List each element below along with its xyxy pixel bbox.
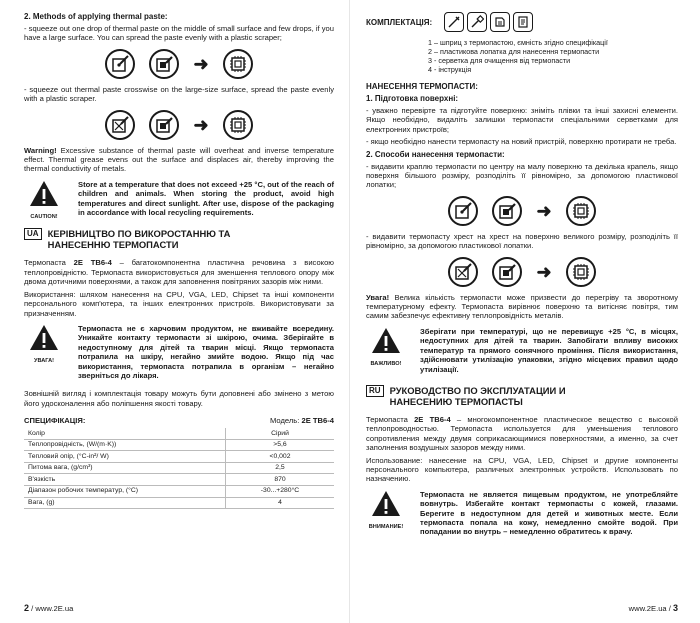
kit-header	[366, 12, 678, 32]
chip-done-icon	[566, 196, 596, 226]
spec-key: Діапазон робочих температур, (°C)	[24, 486, 226, 498]
ua-intro-brand: 2E TB6-4	[73, 258, 112, 268]
ua-intro-rest: – багатокомпонентна пластична речовина з високою теплопровідністю. Термопаста використовується для зменшення теплового опору між двома дотичними поверхнями, а також для заповнення повітряних зазорів між ними.	[24, 258, 334, 287]
warning-label: Warning!	[24, 145, 57, 155]
method-1-illustration-ua	[366, 196, 678, 226]
ua-badge: UA	[24, 228, 42, 240]
spec-row	[24, 474, 334, 486]
kit-item: 4 - інструкція	[428, 65, 472, 74]
spec-key: Вага, (g)	[24, 497, 226, 509]
ru-intro	[366, 415, 678, 453]
method-1-illustration	[24, 49, 334, 79]
syringe-cross-icon	[448, 257, 478, 287]
caution-sign	[24, 180, 64, 221]
spec-table	[24, 428, 334, 509]
ua-section-header	[24, 228, 334, 250]
spec-value: 870	[226, 474, 335, 486]
spec-key: Теплопровідність, (W/(m·K))	[24, 439, 226, 451]
ru-usage: Использование: нанесение на CPU, VGA, LED, Chipset и другие компоненты персонального компьютера, различных электронных устройств. Использовать по назначению.	[366, 455, 678, 484]
warning-triangle-icon	[371, 327, 401, 354]
prep-2: - якщо необхідно нанести термопасту на новий пристрій, поверхню протирати не треба.	[366, 137, 677, 147]
warning-text-ua: Велика кількість термопасти може призвести до перегріву та зворотному температурному ефекту. Термопаста вирівнює поверхню та витісняє повітря, тим самим забезпечує ефективну теплопровідність металів.	[366, 292, 678, 321]
scraper-spread-icon	[149, 110, 179, 140]
spec-row	[24, 428, 334, 439]
kit-label: КОМПЛЕКТАЦІЯ:	[366, 18, 433, 27]
ua-title-line-2: НАНЕСЕННЮ ТЕРМОПАСТИ	[47, 239, 179, 251]
spec-title: СПЕЦИФІКАЦІЯ:	[24, 416, 86, 426]
right-footer	[629, 603, 678, 613]
syringe-cross-icon	[105, 110, 135, 140]
kit-icons	[444, 12, 533, 32]
ru-caution-label: ВНИМАНИЕ!	[368, 523, 404, 530]
ua-note: Зовнішній вигляд і комплектація товару можуть бути доповнені або змінено з метою його удосконалення або поліпшення якості товару.	[24, 389, 334, 408]
spec-header	[24, 416, 334, 425]
left-footer	[24, 603, 73, 613]
left-footer-site: / www.2E.ua	[29, 604, 74, 613]
caution-sign-ua	[366, 327, 406, 377]
kit-item: 3 - серветка для очищення від термопасти	[428, 56, 571, 65]
spec-row	[24, 439, 334, 451]
spec-row	[24, 462, 334, 474]
page-divider	[349, 0, 350, 623]
caution-text-ua: Зберігати при температурі, що не перевищує +25 °С, в місцях, недоступних для дітей та тварин. Запобігати впливу високих температур та прямого сонячного проміння. Після використання, здійснювати утилізацію упаковки, згідно місцевих правил щодо утилізації.	[420, 326, 678, 374]
ru-title-line-2: НАНЕСЕНИЮ ТЕРМОПАСТЫ	[389, 395, 523, 407]
warning-triangle-icon	[29, 324, 59, 351]
spatula-icon	[467, 12, 487, 32]
right-footer-site: www.2E.ua /	[628, 604, 673, 613]
spec-value: -30...+280°C	[226, 486, 335, 498]
syringe-icon	[444, 12, 464, 32]
method-1-text: - squeeze out one drop of thermal paste on the middle of small surface and few drops, if you have a large surface. You can spread the paste evenly with a plastic scraper;	[24, 24, 334, 43]
arrow-right-icon: ➜	[193, 53, 209, 74]
ru-badge: RU	[366, 385, 384, 397]
spec-key: Питома вага, (g/cm³)	[24, 462, 226, 474]
ua-caution-sign	[24, 324, 64, 383]
ru-intro-start: Термопаста	[366, 414, 415, 424]
ua-intro-start: Термопаста	[24, 258, 74, 268]
spec-row	[24, 486, 334, 498]
method-2-illustration-ua	[366, 257, 678, 287]
left-page	[0, 0, 348, 623]
ua-caution-block	[24, 324, 334, 383]
method-1-text-ua: - видавити краплю термопасти по центру на малу поверхню та декілька крапель, якщо поверхня більшого розміру, розподіліть її рівномірно, за допомогою пластикової лопатки;	[366, 161, 678, 190]
ru-caution-text: Термопаста не является пищевым продуктом, не употребляйте вовнутрь. Избегайте контакт термопасты с кожей, глазами. Берегите в недоступном для детей и животных месте. Если термопаста попала на кожу, немедленно смойте водой. При попадании во внутрь – немедленно обратитесь к врачу.	[420, 489, 678, 537]
warning-text: Excessive substance of thermal paste will overheat and inverse temperature effect. Thermal grease evens out the surface and displaces air, thereby improving the thermal conductivity of metals.	[24, 145, 334, 174]
prep-1: - уважно перевірте та підготуйте поверхню: зніміть плівки та інші захисні елементи. Якщо необхідно, видаліть залишки термопасти спеціальними серветками для електронних пристроїв;	[366, 106, 678, 134]
kit-list	[428, 38, 678, 74]
scraper-spread-icon	[149, 49, 179, 79]
spec-key: Колір	[24, 428, 226, 439]
caution-block-ua	[366, 327, 678, 377]
prep-title: 1. Підготовка поверхні:	[366, 94, 459, 103]
chip-done-icon	[223, 110, 253, 140]
manual-icon	[513, 12, 533, 32]
scraper-spread-icon	[492, 257, 522, 287]
arrow-right-icon: ➜	[193, 114, 209, 135]
ru-section-header	[366, 385, 678, 407]
ua-title	[48, 228, 231, 250]
arrow-right-icon: ➜	[536, 200, 552, 221]
warning-paragraph-ua	[366, 293, 678, 321]
ru-caution-sign	[366, 490, 406, 540]
ru-title	[390, 385, 566, 407]
model-value: 2E TB6-4	[301, 416, 334, 426]
method-2-text-ua: - видавити термопасту хрест на хрест на поверхню великого розміру, розподіліть її рівномірно, за допомогою пластикової лопатки.	[366, 231, 678, 251]
syringe-drop-icon	[105, 49, 135, 79]
kit-item: 1 – шприц з термопастою, ємність згідно специфікації	[428, 38, 608, 47]
spec-value: Сірий	[226, 428, 335, 439]
spec-value: >5,6	[226, 439, 335, 451]
ua-caution-text: Термопаста не є харчовим продуктом, не вживайте всередину. Уникайте контакту термопасти зі шкірою, очима. Зберігайте в недоступному для дітей та тварин місці. Якщо термопаста потрапила на шкіру, негайно змийте водою. Якщо під час використання, термопаста потрапила в організм – негайно зверніться до лікаря.	[78, 323, 334, 380]
right-page-number: 3	[672, 603, 678, 613]
ru-title-line-1: РУКОВОДСТВО ПО ЭКСПЛУАТАЦИИ И	[389, 384, 566, 396]
spec-row	[24, 497, 334, 509]
apply-title: НАНЕСЕННЯ ТЕРМОПАСТИ:	[366, 82, 478, 91]
syringe-drop-icon	[448, 196, 478, 226]
caution-text: Store at a temperature that does not exceed +25 °C, out of the reach of children and animals. When storing the product, avoid high temperatures and direct sunlight. After use, dispose of the packaging in accordance with local recycling requirements.	[78, 179, 334, 218]
arrow-right-icon: ➜	[536, 261, 552, 282]
caution-label-ua: ВАЖЛИВО!	[370, 360, 402, 367]
model-label: Модель:	[270, 416, 300, 426]
wipe-icon	[490, 12, 510, 32]
spec-value: 2,5	[226, 462, 335, 474]
ru-intro-brand: 2E TB6-4	[414, 414, 451, 424]
caution-label: CAUTION!	[30, 213, 58, 220]
ua-usage: Використання: шляхом нанесення на CPU, VGA, LED, Chipset та інші компоненти персонального комп'ютера, та інших електронних пристроїв. Використовувати за призначенням.	[24, 289, 334, 318]
chip-done-icon	[566, 257, 596, 287]
ua-title-line-1: КЕРІВНИЦТВО ПО ВИКОРОСТАННЮ ТА	[47, 228, 231, 240]
spec-value: <0,002	[226, 451, 335, 463]
warning-triangle-icon	[29, 180, 59, 207]
ru-caution-block	[366, 490, 678, 540]
caution-block	[24, 180, 334, 221]
right-page	[352, 0, 700, 623]
spec-row	[24, 451, 334, 463]
method-2-illustration	[24, 110, 334, 140]
spec-key: В'язкість	[24, 474, 226, 486]
method-2-text: - squeeze out thermal paste crosswise on the large-size surface, spread the paste evenly with a plastic scraper.	[24, 84, 334, 104]
methods-title-ua: 2. Способи нанесення термопасти:	[366, 149, 505, 159]
spec-key: Тепловий опір, (°C-in²/ W)	[24, 451, 226, 463]
chip-done-icon	[223, 49, 253, 79]
methods-title: 2. Methods of applying thermal paste:	[24, 12, 168, 21]
ru-intro-rest: – многокомпонентное пластическое вещество с высокой теплопроводностью. Термопаста используется для уменьшения теплового сопротивления между двумя соприкасающимися поверхностями, а именно, за счет заполнения воздушных зазоров между ними.	[366, 414, 678, 453]
spec-value: 4	[226, 497, 335, 509]
warning-paragraph	[24, 146, 334, 174]
left-page-number: 2	[24, 603, 30, 613]
warning-triangle-icon	[371, 490, 401, 517]
ua-intro	[24, 258, 334, 286]
scraper-spread-icon	[492, 196, 522, 226]
warning-label-ua: Увага!	[366, 292, 390, 302]
ua-caution-label: УВАГА!	[33, 357, 54, 364]
model-info	[270, 416, 334, 425]
kit-item: 2 – пластикова лопатка для нанесення термопасти	[428, 47, 600, 56]
